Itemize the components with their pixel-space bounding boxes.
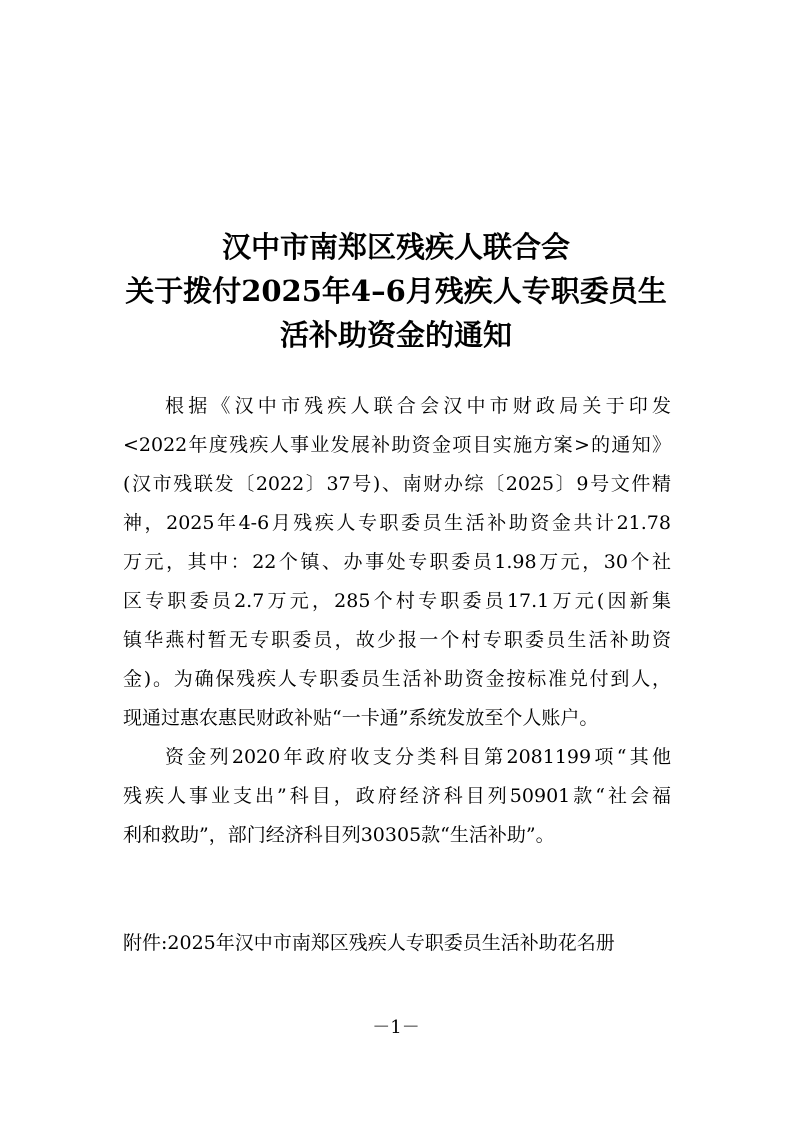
paragraph-1-line-1: 根据《汉中市残疾人联合会汉中市财政局关于印发 xyxy=(165,395,671,417)
paragraph-1-line-7: 镇华燕村暂无专职委员，故少报一个村专职委员生活补助资 xyxy=(123,629,671,651)
paragraph-1-line-9: 现通过惠农惠民财政补贴“一卡通”系统发放至个人账户。 xyxy=(123,707,599,729)
paragraph-1-line-3: (汉市残联发〔2022〕37号)、南财办综〔2025〕9号文件精 xyxy=(123,473,671,495)
paragraph-1-line-2: <2022年度残疾人事业发展补助资金项目实施方案>的通知》 xyxy=(123,434,671,456)
paragraph-2-line-2: 残疾人事业支出”科目，政府经济科目列50901款“社会福 xyxy=(123,785,671,807)
document-title-line-2: 关于拨付2025年4–6月残疾人专职委员生 xyxy=(125,274,667,308)
paragraph-2-line-1: 资金列2020年政府收支分类科目第2081199项“其他 xyxy=(165,746,671,768)
document-title-line-1: 汉中市南郑区残疾人联合会 xyxy=(221,230,570,264)
attachment-line: 附件:2025年汉中市南郑区残疾人专职委员生活补助花名册 xyxy=(123,932,615,954)
page-number: －1－ xyxy=(372,1017,420,1038)
paragraph-2-line-3: 利和救助”，部门经济科目列30305款“生活补助”。 xyxy=(123,824,555,846)
paragraph-1-line-6: 区专职委员2.7万元，285个村专职委员17.1万元(因新集 xyxy=(123,590,671,612)
document-title-line-3: 活补助资金的通知 xyxy=(279,318,512,352)
paragraph-1-line-8: 金)。为确保残疾人专职委员生活补助资金按标准兑付到人， xyxy=(123,668,671,690)
paragraph-1-line-4: 神，2025年4-6月残疾人专职委员生活补助资金共计21.78 xyxy=(123,512,671,534)
paragraph-1-line-5: 万元，其中：22个镇、办事处专职委员1.98万元，30个社 xyxy=(123,551,671,573)
